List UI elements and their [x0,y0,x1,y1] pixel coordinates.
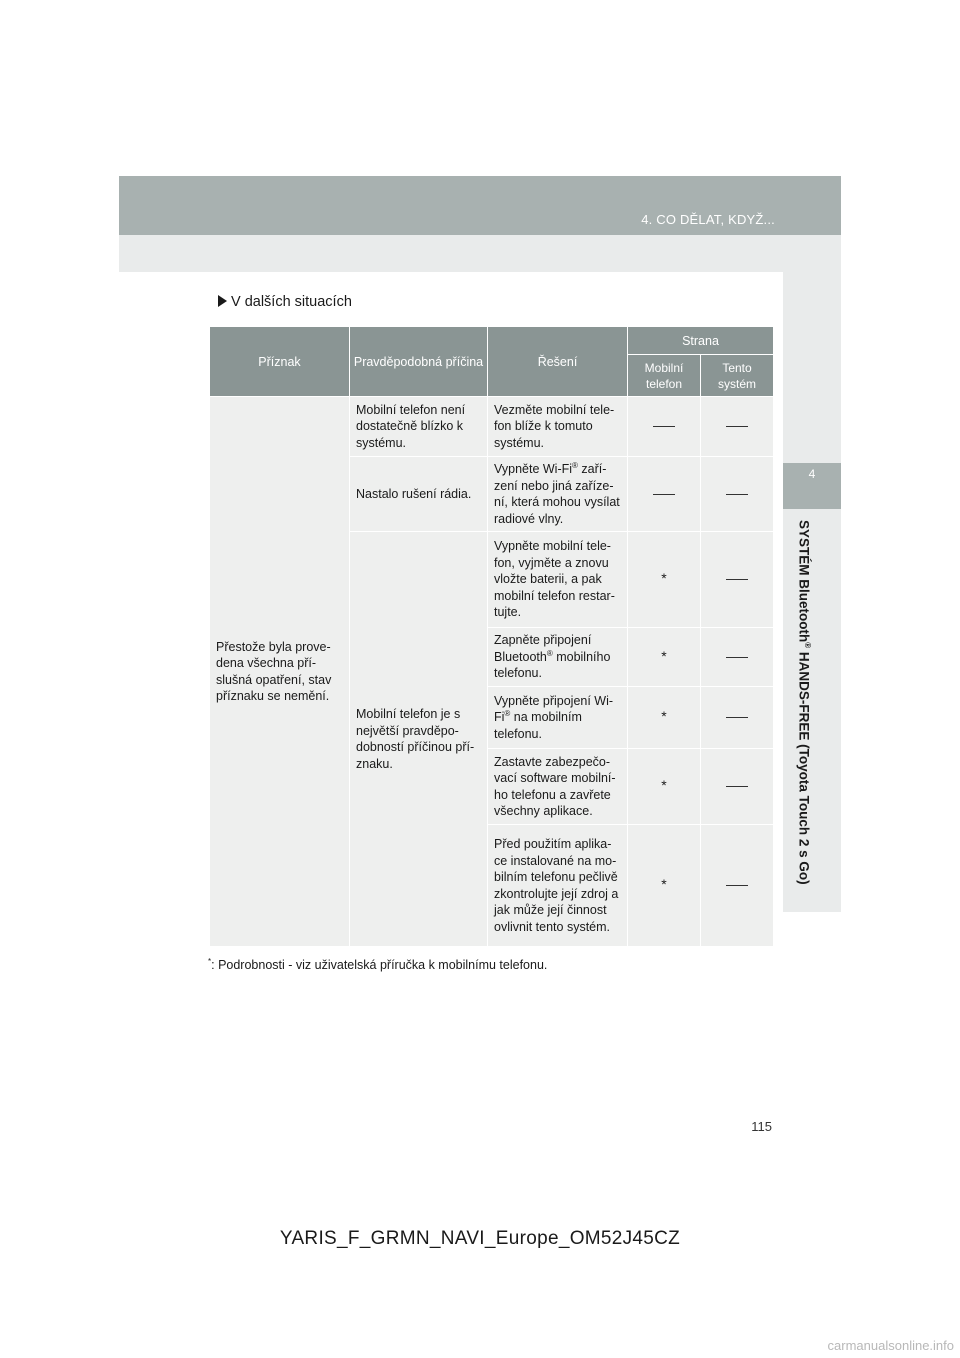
side-title-pre: SYSTÉM Bluetooth [796,520,812,643]
footnote-mark: * [208,957,212,966]
chapter-title: 4. CO DĚLAT, KDYŽ... [641,212,775,227]
header-cause: Pravděpodobná příčina [350,327,488,397]
side-title-post: HANDS-FREE (Toyota Touch 2 s Go) [796,648,812,885]
system-page-cell [701,457,774,532]
solution-cell: Zastavte zabezpečo-vací software mobilní-ho telefonu a zavřete všechny aplikace. [488,749,628,825]
phone-page-cell [628,628,701,687]
header-page: Strana [628,327,774,355]
system-page-cell [701,825,774,947]
symptom-cell: Přestože byla prove-dena všechna pří-slušná opatření, stav příznaku se nemění. [210,397,350,947]
phone-page-cell [628,457,701,532]
page-number: 115 [751,1119,772,1134]
phone-page-cell [628,687,701,749]
cause-cell: Nastalo rušení rádia. [350,457,488,532]
asterisk-mark: * [661,876,667,893]
solution-text: Zapněte připojení Bluetooth [494,633,592,664]
registered-mark: ® [546,648,553,658]
solution-text: mobilního telefonu. [494,649,611,681]
solution-text: Vypněte Wi-Fi [494,462,573,476]
dash-mark [653,426,675,427]
phone-page-cell [628,749,701,825]
solution-text: Vypněte připojení Wi-Fi [494,693,614,725]
chapter-tab-number: 4 [808,467,816,481]
solution-cell [488,457,628,532]
solution-cell [488,628,628,687]
dash-mark [726,494,748,495]
phone-page-cell [628,397,701,457]
registered-mark: ® [504,709,511,719]
solution-cell [488,687,628,749]
triangle-bullet-icon [218,295,227,307]
footnote [208,957,547,972]
header-solution: Řešení [488,327,628,397]
solution-text: na mobilním telefonu. [494,710,582,741]
dash-mark [653,494,675,495]
header-system: Tento systém [701,355,774,397]
system-page-cell [701,397,774,457]
side-band [783,272,841,912]
cause-cell: Mobilní telefon není dostatečně blízko k systému. [350,397,488,457]
section-heading-text: V dalších situacích [231,294,352,310]
watermark: carmanualsonline.info [827,1338,954,1353]
header-symptom: Příznak [210,327,350,397]
asterisk-mark: * [661,647,667,664]
asterisk-mark: * [661,708,667,725]
dash-mark [726,717,748,718]
solution-cell: Před použitím aplika-ce instalované na mo-bilním telefonu pečlivě zkontrolujte její zdroj a jak může její činnost ovlivnit tento systém. [488,825,628,947]
dash-mark [726,657,748,658]
dash-mark [726,885,748,886]
solution-text: zaří-zení nebo jiná zaříze-ní, která mohou vysílat radiové vlny. [494,462,620,526]
dash-mark [726,579,748,580]
dash-mark [726,426,748,427]
asterisk-mark: * [661,570,667,587]
dash-mark [726,786,748,787]
section-heading [218,294,352,310]
registered-mark: ® [572,460,578,470]
system-page-cell [701,749,774,825]
header-phone: Mobilní telefon [628,355,701,397]
header-subband [119,235,841,272]
footnote-text: : Podrobnosti - viz uživatelská příručka k mobilnímu telefonu. [211,958,548,973]
system-page-cell [701,628,774,687]
cause-cell: Mobilní telefon je s největší pravděpo-dobností příčinou pří-znaku. [350,532,488,947]
side-title-registered: ® [803,642,812,649]
asterisk-mark: * [661,777,667,794]
troubleshooting-table [209,326,774,947]
phone-page-cell [628,825,701,947]
system-page-cell [701,532,774,628]
phone-page-cell [628,532,701,628]
table-row [210,397,774,457]
side-section-title [797,520,813,900]
solution-cell: Vezměte mobilní tele-fon blíže k tomuto systému. [488,397,628,457]
solution-cell: Vypněte mobilní tele-fon, vyjměte a znovu vložte baterii, a pak mobilní telefon restar-tujte. [488,532,628,628]
document-code: YARIS_F_GRMN_NAVI_Europe_OM52J45CZ [279,1228,681,1249]
system-page-cell [701,687,774,749]
